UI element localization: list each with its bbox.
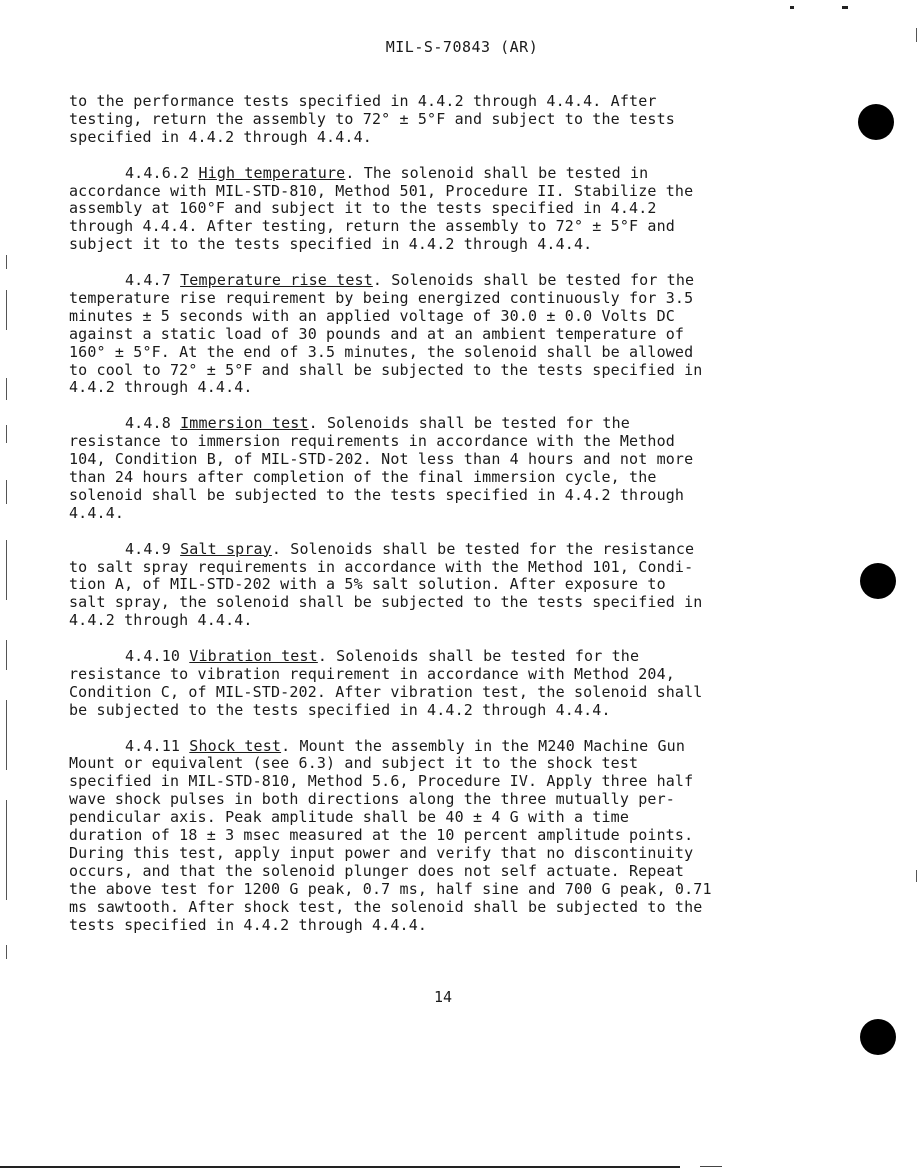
scan-edge-mark — [6, 540, 7, 600]
paragraph-number: 4.4.11 — [125, 736, 181, 755]
paragraph-title: Immersion test — [180, 414, 309, 433]
scan-edge-mark — [6, 640, 7, 670]
binder-hole-top — [858, 104, 894, 140]
scan-speck — [842, 6, 848, 9]
paragraph-continuation — [69, 93, 839, 147]
scan-edge-mark — [6, 700, 7, 770]
scan-edge-mark — [6, 255, 7, 269]
paragraph-body: to the performance tests specified in 4.4.2 through 4.4.4. After testing, return the assembly to 72° ± 5°F and subject to the tests specified in 4.4.2 through 4.4.4. — [69, 92, 675, 146]
paragraph-body: . Solenoids shall be tested for the resistance to salt spray requirements in accordance with the Method 101, Condi- tion A, of MIL-STD-202 with a 5% salt solution. After exposure to salt spray, the solenoid shall be subjected to the tests specified in 4.4.2 through 4.4.4. — [69, 539, 703, 630]
paragraph-title: Salt spray — [180, 539, 272, 558]
scan-edge-mark — [6, 480, 7, 504]
binder-hole-bottom — [860, 1019, 896, 1055]
page-number: 14 — [433, 988, 453, 1006]
scan-edge-mark — [6, 378, 7, 400]
page-bottom-rule-fragment — [700, 1166, 722, 1167]
paragraph-4-4-7 — [69, 272, 839, 397]
paragraph-number: 4.4.9 — [125, 539, 171, 558]
paragraph-4-4-11 — [69, 738, 839, 935]
paragraph-body: . Solenoids shall be tested for the resistance to immersion requirements in accordance with the Method 104, Condition B, of MIL-STD-202. Not less than 4 hours and not more than 24 hours after completion of the final immersion cycle, the solenoid shall be subjected to the tests specified in 4.4.2 through 4.4.4. — [69, 414, 694, 522]
page-bottom-rule — [0, 1166, 680, 1168]
paragraph-title: Temperature rise test — [180, 271, 373, 290]
document-body — [69, 93, 839, 952]
paragraph-number: 4.4.7 — [125, 271, 171, 290]
paragraph-body: . Solenoids shall be tested for the temperature rise requirement by being energized continuously for 3.5 minutes ± 5 seconds with an applied voltage of 30.0 ± 0.0 Volts DC against a static load of 30 pounds and at an ambient temperature of 160° ± 5°F. At the end of 3.5 minutes, the solenoid shall be allowed to cool to 72° ± 5°F and shall be subjected to the tests specified in 4.4.2 through 4.4.4. — [69, 271, 703, 397]
document-header: MIL-S-70843 (AR) — [385, 38, 539, 56]
paragraph-body: . Mount the assembly in the M240 Machine Gun Mount or equivalent (see 6.3) and subject it to the shock test specified in MIL-STD-810, Method 5.6, Procedure IV. Apply three half wave shock pulses in both directions along the three mutually per- pendicular axis. Peak amplitude shall be 40 ± 4 G with a time duration of 18 ± 3 msec measured at the 10 percent amplitude points. During this test, apply input power and verify that no discontinuity occurs, and that the solenoid plunger does not self actuate. Repeat the above test for 1200 G peak, 0.7 ms, half sine and 700 G peak, 0.71 ms sawtooth. After shock test, the solenoid shall be subjected to the tests specified in 4.4.2 through 4.4.4. — [69, 736, 712, 934]
paragraph-title: High temperature — [198, 163, 346, 182]
scan-speck — [790, 6, 794, 9]
paragraph-title: Vibration test — [189, 647, 318, 666]
paragraph-4-4-10 — [69, 648, 839, 720]
paragraph-4-4-8 — [69, 415, 839, 522]
scan-edge-mark — [916, 28, 917, 42]
paragraph-number: 4.4.6.2 — [125, 163, 190, 182]
binder-hole-middle — [860, 563, 896, 599]
paragraph-body: . The solenoid shall be tested in accordance with MIL-STD-810, Method 501, Procedure II. Stabilize the assembly at 160°F and subject it to the tests specified in 4.4.2 through 4.4.4. After testing, return the assembly to 72° ± 5°F and subject it to the tests specified in 4.4.2 through 4.4.4. — [69, 163, 694, 254]
scan-edge-mark — [6, 290, 7, 330]
paragraph-number: 4.4.8 — [125, 414, 171, 433]
paragraph-number: 4.4.10 — [125, 647, 181, 666]
scan-edge-mark — [6, 945, 7, 959]
paragraph-4-4-6-2 — [69, 165, 839, 255]
scan-edge-mark — [6, 425, 7, 443]
paragraph-4-4-9 — [69, 541, 839, 631]
scan-edge-mark — [916, 870, 917, 882]
scan-edge-mark — [6, 800, 7, 900]
paragraph-title: Shock test — [189, 736, 282, 755]
paragraph-body: . Solenoids shall be tested for the resistance to vibration requirement in accordance with Method 204, Condition C, of MIL-STD-202. After vibration test, the solenoid shall be subjected to the tests specified in 4.4.2 through 4.4.4. — [69, 647, 703, 719]
